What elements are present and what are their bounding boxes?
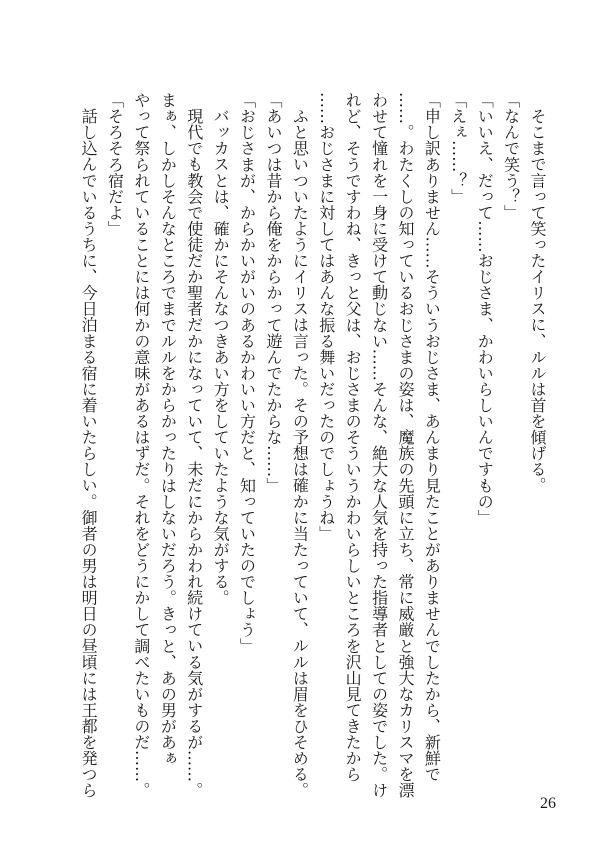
text-line: 話し込んでいるうちに、今日泊まる宿に着いたらしい。御者の男は明日の昼頃には王都を発つら xyxy=(79,108,99,799)
text-line: ……。わたくしの知っているおじさまの姿は、魔族の先頭に立ち、常に威厳と強大なカリスマを漂 xyxy=(395,92,415,799)
text-line: ふと思いついたようにイリスは言った。その予想は確かに当たっていて、ルルは眉をひそめる。 xyxy=(290,108,310,799)
text-line: 「えぇ……？」 xyxy=(448,92,468,205)
text-line: 「おじさまが、からかいがいのあるかわいい方だと、知っていたのでしょう」 xyxy=(237,92,257,654)
vertical-text-body xyxy=(75,92,550,799)
text-line: バッカスとは、確かにそんなつきあい方をしていたような気がする。 xyxy=(211,108,231,606)
text-line: やって祭られていることには何かの意味があるはずだ。それをどうにかして調べたいものだ……。 xyxy=(131,92,151,799)
text-line: 現代でも教会で使徒だか聖者だかになっていて、未だにからかわれ続けている気がするが……。 xyxy=(184,108,204,799)
text-line: ……おじさまに対してはあんな振る舞いだったのでしょうね」 xyxy=(316,92,336,542)
text-line: 「そろそろ宿だよ」 xyxy=(105,92,125,237)
text-line: 「申し訳ありません……そういうおじさま、あんまり見たことがありませんでしたから、新鮮で xyxy=(422,92,442,783)
text-line: れど、そうですわね、きっと父は、おじさまのそういうかわいらしいところを沢山見てきたから xyxy=(343,92,363,783)
text-line: 「あいつは昔から俺をからかって遊んでたからな……」 xyxy=(263,92,283,494)
page-number: 26 xyxy=(540,795,556,812)
text-line: まぁ、しかしそんなところでまでルルをからかったりはしないだろう。きっと、あの男があぁ xyxy=(158,92,178,767)
text-line: そこまで言って笑ったイリスに、ルルは首を傾げる。 xyxy=(528,108,547,494)
text-line: 「なんで笑う？」 xyxy=(501,92,521,221)
text-line: 「いいえ、だって……おじさま、かわいらしいんですもの」 xyxy=(475,92,495,526)
text-line: わせて憧れを一身に受けて動じない……そんな、絶大な人気を持った指導者としての姿でした。け xyxy=(369,92,389,799)
